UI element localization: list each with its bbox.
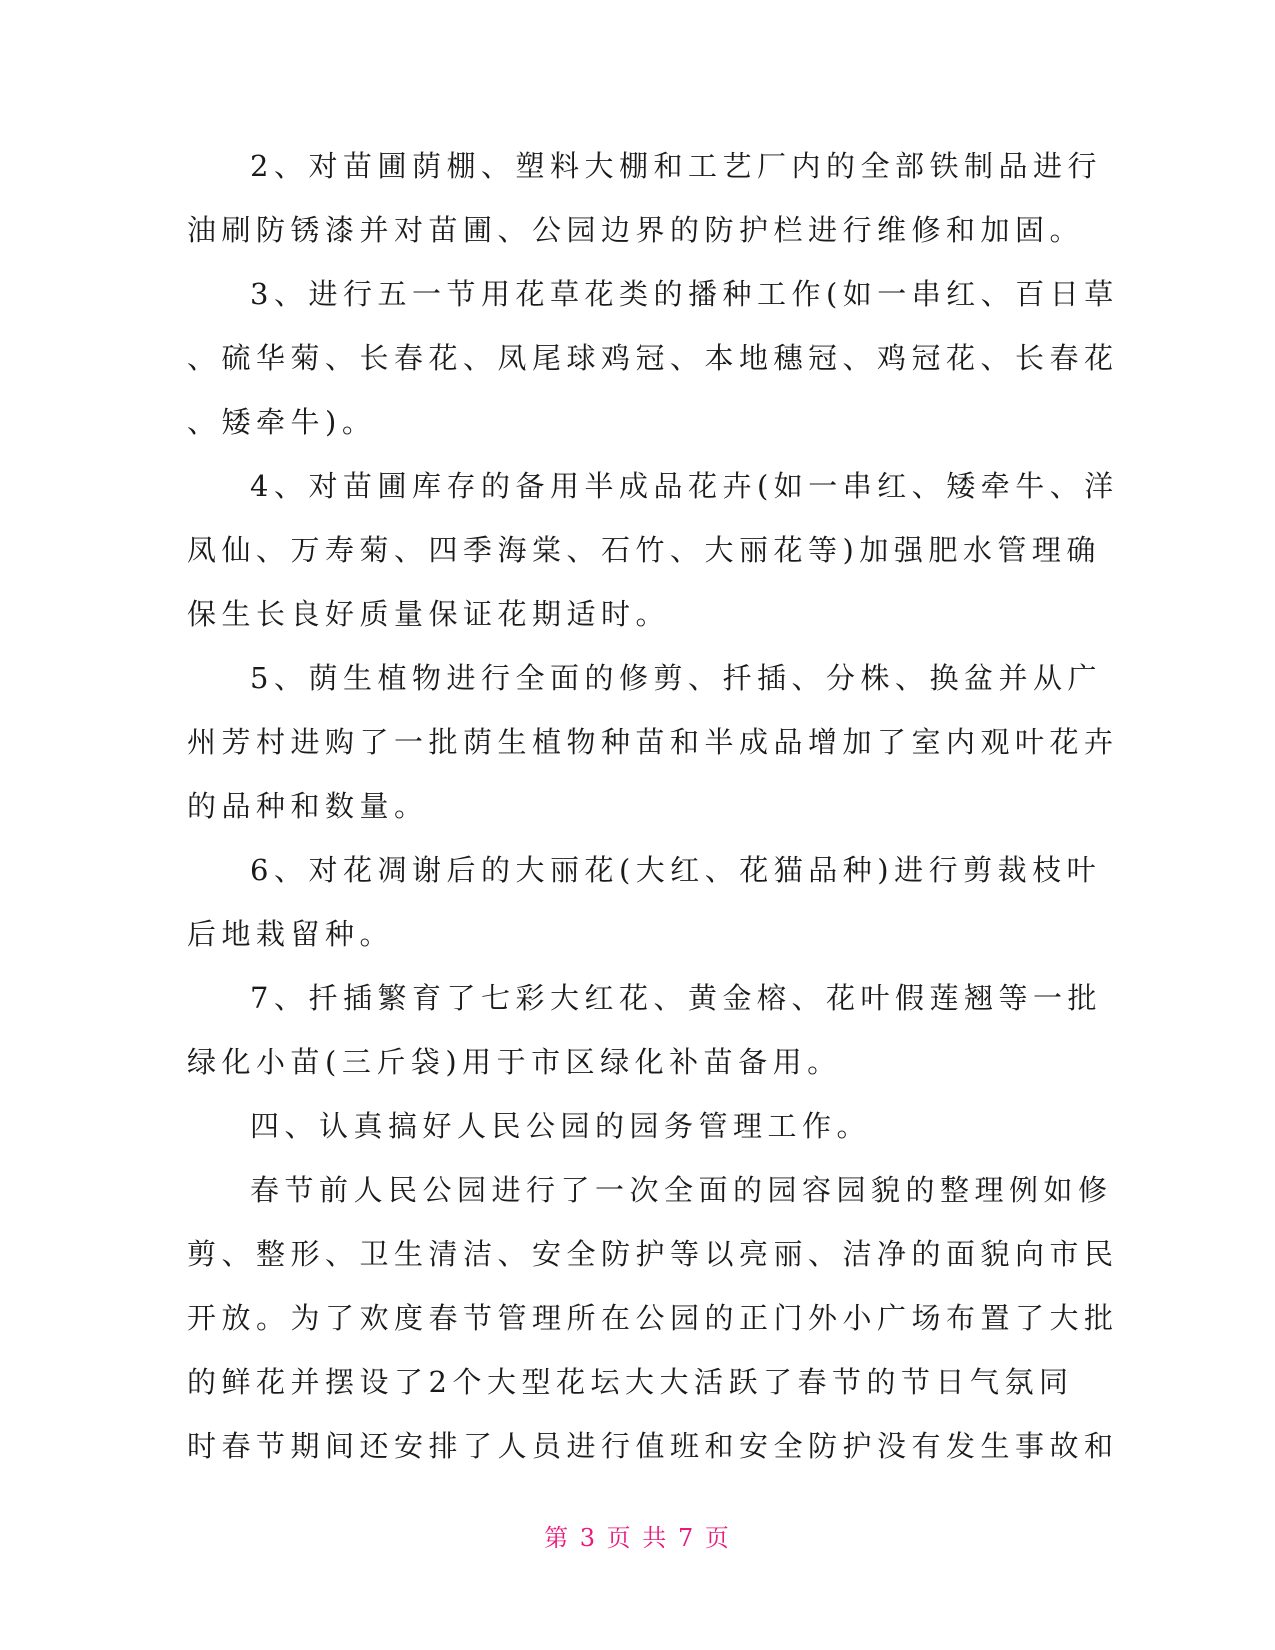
paragraph-line: 剪、整形、卫生清洁、安全防护等以亮丽、洁净的面貌向市民 [187, 1237, 1119, 1271]
page-number-footer: 第 3 页 共 7 页 [544, 1524, 731, 1552]
paragraph-line: 凤仙、万寿菊、四季海棠、石竹、大丽花等)加强肥水管理确 [187, 533, 1101, 567]
paragraph-line: 保生长良好质量保证花期适时。 [187, 597, 671, 631]
paragraph-line: 6、对花凋谢后的大丽花(大红、花猫品种)进行剪裁枝叶 [250, 853, 1102, 887]
document-body [187, 134, 1119, 1478]
paragraph-line: 州芳村进购了一批荫生植物种苗和半成品增加了室内观叶花卉 [187, 725, 1119, 759]
paragraph-line: 3、进行五一节用花草花类的播种工作(如一串红、百日草 [250, 277, 1119, 311]
paragraph-line: 春节前人民公园进行了一次全面的园容园貌的整理例如修 [250, 1173, 1113, 1207]
paragraph-line: 油刷防锈漆并对苗圃、公园边界的防护栏进行维修和加固。 [187, 213, 1085, 247]
paragraph-line: 7、扦插繁育了七彩大红花、黄金榕、花叶假莲翘等一批 [250, 981, 1102, 1015]
section-heading: 四、认真搞好人民公园的园务管理工作。 [250, 1109, 872, 1143]
paragraph-line: 后地栽留种。 [187, 917, 395, 951]
paragraph-line: 2、对苗圃荫棚、塑料大棚和工艺厂内的全部铁制品进行 [250, 149, 1102, 183]
paragraph-line: 的品种和数量。 [187, 789, 429, 823]
paragraph-line: 的鲜花并摆设了2个大型花坛大大活跃了春节的节日气氛同 [187, 1365, 1074, 1399]
paragraph-line: 4、对苗圃库存的备用半成品花卉(如一串红、矮牵牛、洋 [250, 469, 1119, 503]
paragraph-line: 、矮牵牛)。 [187, 405, 377, 439]
paragraph-line: 、硫华菊、长春花、凤尾球鸡冠、本地穗冠、鸡冠花、长春花 [187, 341, 1119, 375]
paragraph-line: 时春节期间还安排了人员进行值班和安全防护没有发生事故和 [187, 1429, 1119, 1463]
paragraph-line: 5、荫生植物进行全面的修剪、扦插、分株、换盆并从广 [250, 661, 1102, 695]
paragraph-line: 开放。为了欢度春节管理所在公园的正门外小广场布置了大批 [187, 1301, 1119, 1335]
paragraph-line: 绿化小苗(三斤袋)用于市区绿化补苗备用。 [187, 1045, 842, 1079]
